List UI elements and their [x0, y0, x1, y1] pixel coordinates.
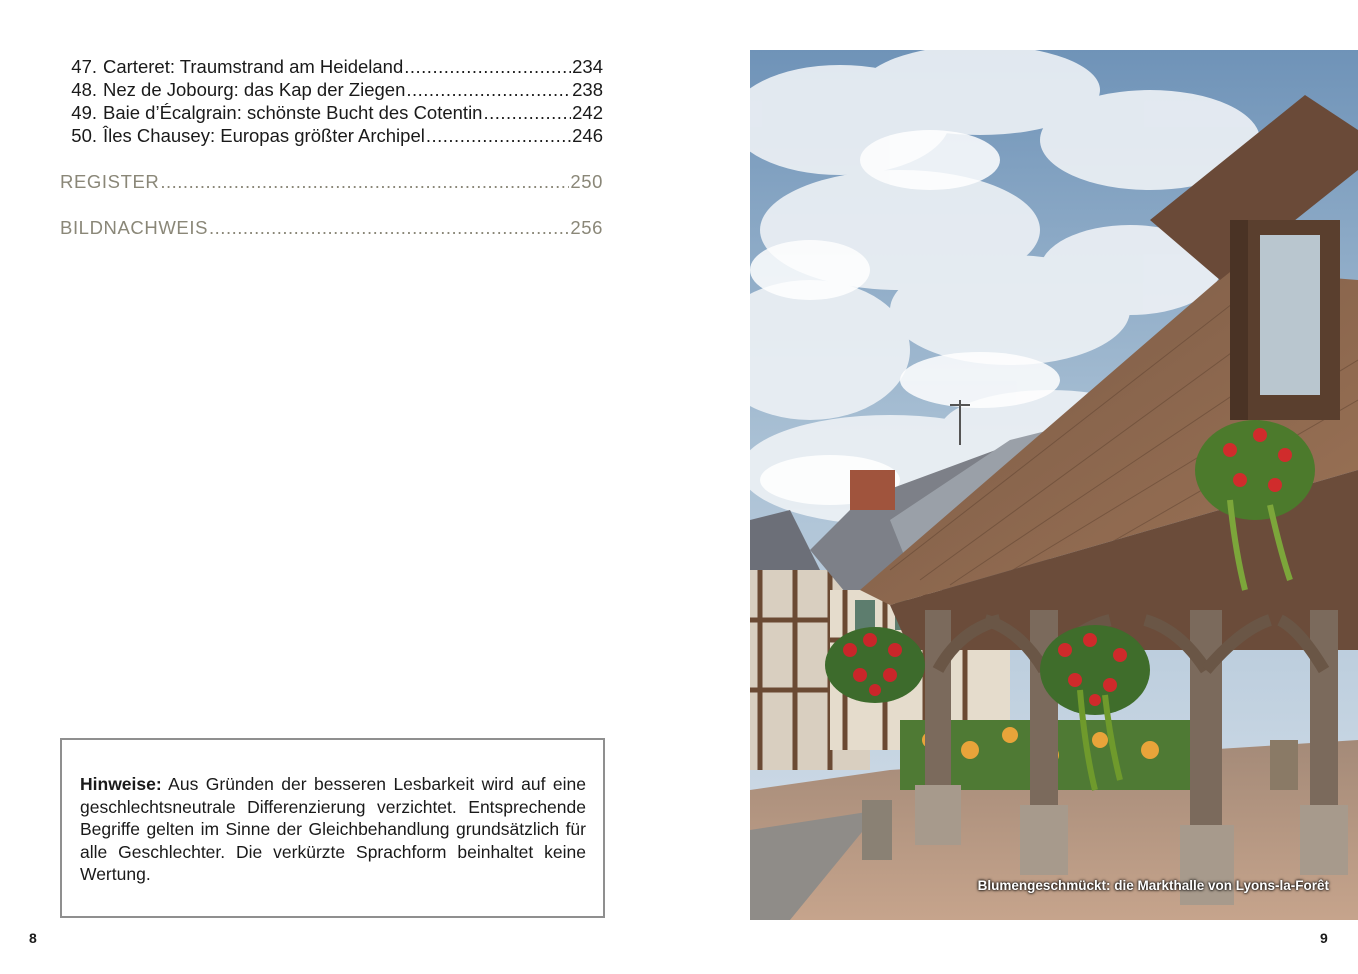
- toc-leader-dots: [406, 78, 571, 101]
- toc-entry-number: 48.: [71, 79, 97, 100]
- toc-entry-page: 238: [572, 79, 603, 100]
- toc-leader-dots: [160, 170, 569, 193]
- photo-caption: Blumengeschmückt: die Markthalle von Lyons-la-Forêt: [977, 878, 1329, 893]
- toc-leader-dots: [483, 101, 571, 124]
- toc-entry-title: Carteret: Traumstrand am Heideland: [103, 56, 404, 77]
- toc-entry-page: 242: [572, 102, 603, 123]
- notice-text: [80, 773, 586, 886]
- toc-entry-number: 49.: [71, 102, 97, 123]
- toc-section-page: 256: [570, 217, 603, 238]
- toc-entry-48[interactable]: [60, 78, 603, 101]
- toc-section-title: BILDNACHWEIS: [60, 217, 209, 238]
- toc-leader-dots: [426, 124, 571, 147]
- market-hall-photo: [750, 50, 1358, 920]
- toc-section-bildnachweis[interactable]: [60, 216, 603, 239]
- market-hall-illustration: [750, 50, 1358, 920]
- toc-leader-dots: [404, 55, 571, 78]
- toc-entry-page: 246: [572, 125, 603, 146]
- toc-entry-title: Îles Chausey: Europas größter Archipel: [103, 125, 425, 146]
- notice-box: [60, 738, 605, 918]
- toc-entry-page: 234: [572, 56, 603, 77]
- toc-entry-50[interactable]: [60, 124, 603, 147]
- toc-entry-number: 47.: [71, 56, 97, 77]
- toc-section-register[interactable]: [60, 170, 603, 193]
- notice-body: Aus Gründen der besseren Lesbarkeit wird auf eine geschlechtsneutrale Differenzierung verzichtet. Entsprechende Begriffe gelten im Sinne der Gleichbehandlung grundsätzlich für alle Geschlechter. Die verkürzte Sprachform beinhaltet keine Wertung.: [80, 774, 586, 885]
- toc-leader-dots: [209, 216, 569, 239]
- table-of-contents: [60, 55, 603, 239]
- toc-entry-number: 50.: [71, 125, 97, 146]
- toc-section-page: 250: [570, 171, 603, 192]
- toc-entry-49[interactable]: [60, 101, 603, 124]
- toc-entry-title: Nez de Jobourg: das Kap der Ziegen: [103, 79, 406, 100]
- toc-entry-47[interactable]: [60, 55, 603, 78]
- toc-entry-title: Baie d’Écalgrain: schönste Bucht des Cotentin: [103, 102, 483, 123]
- page-number-left: 8: [29, 930, 37, 946]
- notice-label: Hinweise:: [80, 774, 162, 794]
- page-number-right: 9: [1320, 930, 1328, 946]
- toc-section-title: REGISTER: [60, 171, 160, 192]
